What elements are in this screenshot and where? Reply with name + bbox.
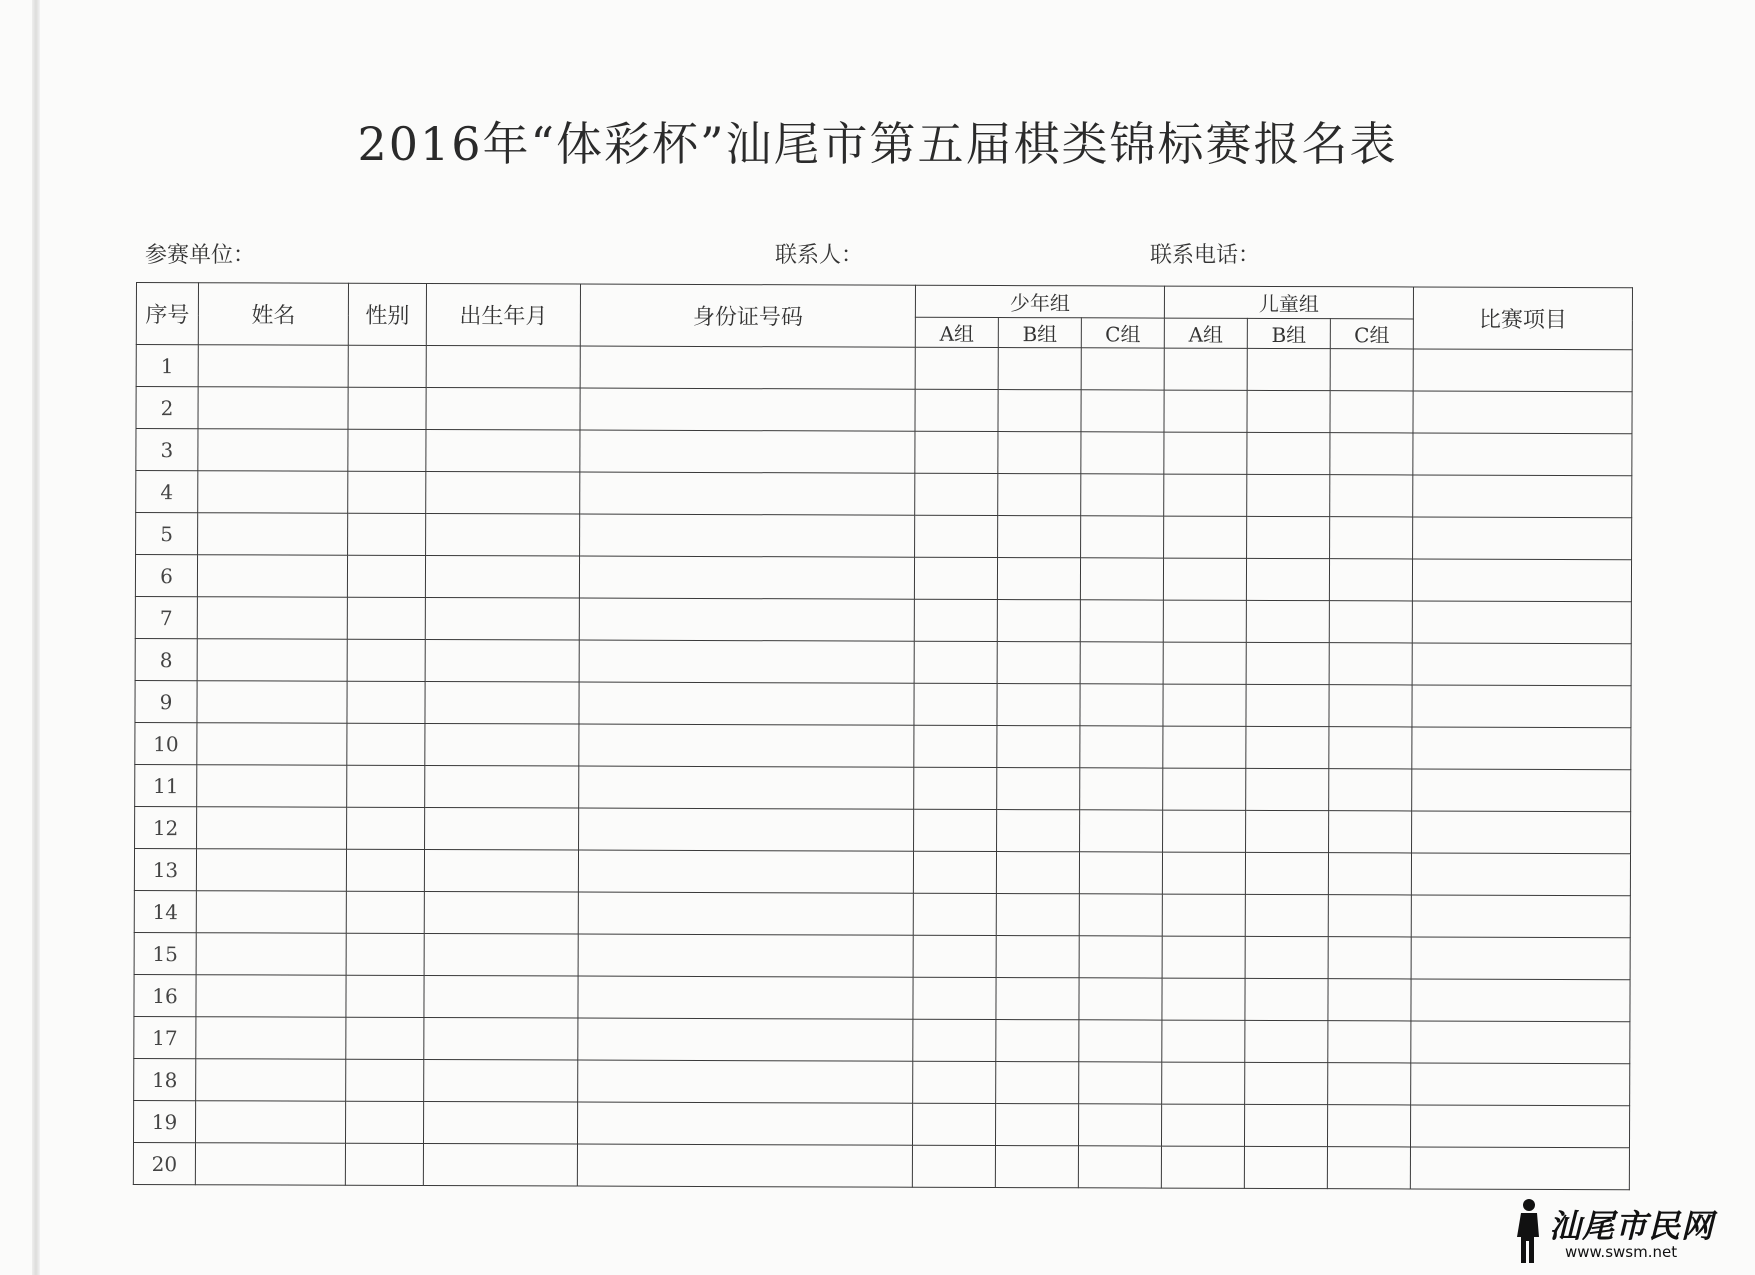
row-number: 7 (135, 596, 197, 638)
blank-entry-cell[interactable] (912, 1103, 995, 1145)
blank-entry-cell[interactable] (196, 1059, 346, 1102)
row-number: 9 (135, 680, 197, 722)
header-index: 序号 (136, 283, 198, 345)
blank-entry-cell[interactable] (1330, 475, 1413, 517)
blank-entry-cell[interactable] (196, 891, 346, 934)
blank-entry-cell[interactable] (347, 555, 425, 597)
row-number: 14 (134, 890, 196, 932)
blank-entry-cell[interactable] (1245, 852, 1328, 894)
row-number: 13 (134, 848, 196, 890)
blank-entry-cell[interactable] (996, 894, 1079, 936)
blank-entry-cell[interactable] (1246, 642, 1329, 684)
blank-entry-cell[interactable] (347, 723, 425, 765)
blank-entry-cell[interactable] (915, 431, 998, 473)
blank-entry-cell[interactable] (579, 682, 914, 725)
blank-entry-cell[interactable] (1328, 895, 1411, 937)
blank-entry-cell[interactable] (1081, 516, 1164, 558)
blank-entry-cell[interactable] (346, 1017, 424, 1059)
blank-entry-cell[interactable] (1327, 1147, 1410, 1189)
blank-entry-cell[interactable] (913, 977, 996, 1019)
blank-entry-cell[interactable] (998, 348, 1081, 390)
blank-entry-cell[interactable] (1163, 768, 1246, 810)
blank-entry-cell[interactable] (914, 767, 997, 809)
blank-entry-cell[interactable] (1080, 726, 1163, 768)
blank-entry-cell[interactable] (1163, 810, 1246, 852)
blank-entry-cell[interactable] (1080, 558, 1163, 600)
blank-entry-cell[interactable] (914, 809, 997, 851)
blank-entry-cell[interactable] (1330, 517, 1413, 559)
blank-entry-cell[interactable] (1411, 1063, 1630, 1106)
blank-entry-cell[interactable] (346, 933, 424, 975)
blank-entry-cell[interactable] (347, 639, 425, 681)
blank-entry-cell[interactable] (1163, 642, 1246, 684)
blank-entry-cell[interactable] (1413, 517, 1632, 560)
document-title: 2016年“体彩杯”汕尾市第五届棋类锦标赛报名表 (357, 117, 1398, 171)
blank-entry-cell[interactable] (1413, 433, 1632, 476)
blank-entry-cell[interactable] (1163, 600, 1246, 642)
blank-entry-cell[interactable] (197, 639, 347, 682)
blank-entry-cell[interactable] (346, 891, 424, 933)
blank-entry-cell[interactable] (198, 513, 348, 556)
blank-entry-cell[interactable] (1080, 768, 1163, 810)
blank-entry-cell[interactable] (1164, 474, 1247, 516)
row-number: 10 (135, 722, 197, 764)
blank-entry-cell[interactable] (1079, 1020, 1162, 1062)
blank-entry-cell[interactable] (423, 1144, 577, 1187)
blank-entry-cell[interactable] (1161, 1146, 1244, 1188)
person-silhouette-icon (1507, 1197, 1547, 1265)
table-row (134, 848, 1630, 895)
blank-entry-cell[interactable] (1245, 1104, 1328, 1146)
blank-entry-cell[interactable] (1162, 978, 1245, 1020)
blank-entry-cell[interactable] (1411, 1021, 1630, 1064)
blank-entry-cell[interactable] (423, 1102, 577, 1145)
blank-entry-cell[interactable] (915, 389, 998, 431)
blank-entry-cell[interactable] (424, 1018, 578, 1061)
blank-entry-cell[interactable] (1245, 1062, 1328, 1104)
blank-entry-cell[interactable] (915, 347, 998, 389)
blank-entry-cell[interactable] (914, 599, 997, 641)
blank-entry-cell[interactable] (196, 1017, 346, 1060)
subheader-group-cell: A组 (1164, 318, 1247, 348)
blank-entry-cell[interactable] (198, 345, 348, 388)
table-row (136, 429, 1632, 476)
blank-entry-cell[interactable] (1411, 937, 1630, 980)
blank-entry-cell[interactable] (426, 388, 580, 431)
blank-entry-cell[interactable] (1329, 727, 1412, 769)
blank-entry-cell[interactable] (425, 640, 579, 683)
table-row (134, 974, 1630, 1021)
subheader-group-cell: C组 (1081, 318, 1164, 348)
blank-entry-cell[interactable] (1330, 391, 1413, 433)
blank-entry-cell[interactable] (348, 513, 426, 555)
blank-entry-cell[interactable] (195, 1143, 345, 1186)
blank-entry-cell[interactable] (1080, 684, 1163, 726)
blank-entry-cell[interactable] (347, 765, 425, 807)
header-child-group: 儿童组 (1164, 286, 1413, 319)
blank-entry-cell[interactable] (1080, 810, 1163, 852)
blank-entry-cell[interactable] (996, 1062, 1079, 1104)
blank-entry-cell[interactable] (1247, 474, 1330, 516)
blank-entry-cell[interactable] (1079, 894, 1162, 936)
row-number: 11 (135, 764, 197, 806)
blank-entry-cell[interactable] (997, 600, 1080, 642)
blank-entry-cell[interactable] (580, 346, 915, 389)
table-row (136, 471, 1632, 518)
row-number: 17 (134, 1016, 196, 1058)
blank-entry-cell[interactable] (425, 724, 579, 767)
blank-entry-cell[interactable] (1080, 642, 1163, 684)
blank-entry-cell[interactable] (347, 681, 425, 723)
blank-entry-cell[interactable] (579, 640, 914, 683)
blank-entry-cell[interactable] (1412, 601, 1631, 644)
blank-entry-cell[interactable] (579, 808, 914, 851)
blank-entry-cell[interactable] (197, 555, 347, 598)
blank-entry-cell[interactable] (346, 975, 424, 1017)
blank-entry-cell[interactable] (580, 388, 915, 431)
row-number: 20 (133, 1142, 195, 1184)
blank-entry-cell[interactable] (424, 1060, 578, 1103)
blank-entry-cell[interactable] (914, 683, 997, 725)
blank-entry-cell[interactable] (1163, 726, 1246, 768)
row-number: 8 (135, 638, 197, 680)
blank-entry-cell[interactable] (1411, 895, 1630, 938)
blank-entry-cell[interactable] (1081, 432, 1164, 474)
blank-entry-cell[interactable] (1412, 811, 1631, 854)
blank-entry-cell[interactable] (424, 850, 578, 893)
blank-entry-cell[interactable] (1329, 601, 1412, 643)
blank-entry-cell[interactable] (578, 1060, 913, 1103)
blank-entry-cell[interactable] (580, 472, 915, 515)
table-row (135, 555, 1631, 602)
blank-entry-cell[interactable] (998, 390, 1081, 432)
blank-entry-cell[interactable] (579, 556, 914, 599)
blank-entry-cell[interactable] (1164, 348, 1247, 390)
site-watermark (1507, 1197, 1747, 1265)
blank-entry-cell[interactable] (1413, 391, 1632, 434)
blank-entry-cell[interactable] (198, 387, 348, 430)
row-number: 15 (134, 932, 196, 974)
blank-entry-cell[interactable] (912, 1145, 995, 1187)
blank-entry-cell[interactable] (579, 766, 914, 809)
blank-entry-cell[interactable] (1330, 433, 1413, 475)
blank-entry-cell[interactable] (1246, 768, 1329, 810)
blank-entry-cell[interactable] (1164, 390, 1247, 432)
blank-entry-cell[interactable] (196, 933, 346, 976)
table-row (133, 1100, 1629, 1147)
blank-entry-cell[interactable] (1411, 1105, 1630, 1148)
table-row (133, 1142, 1629, 1189)
blank-entry-cell[interactable] (996, 978, 1079, 1020)
blank-entry-cell[interactable] (580, 514, 915, 557)
row-number: 5 (136, 513, 198, 555)
watermark-url: www.swsm.net (1565, 1243, 1678, 1261)
blank-entry-cell[interactable] (196, 975, 346, 1018)
blank-entry-cell[interactable] (1078, 1104, 1161, 1146)
blank-entry-cell[interactable] (197, 765, 347, 808)
blank-entry-cell[interactable] (425, 556, 579, 599)
unit-label: 参赛单位： (145, 243, 256, 268)
blank-entry-cell[interactable] (578, 934, 913, 977)
table-row (136, 345, 1632, 392)
blank-entry-cell[interactable] (913, 1061, 996, 1103)
phone-label: 联系电话： (1150, 243, 1261, 268)
watermark-text: 汕尾市民网 (1549, 1207, 1715, 1245)
blank-entry-cell[interactable] (997, 642, 1080, 684)
blank-entry-cell[interactable] (578, 976, 913, 1019)
blank-entry-cell[interactable] (1412, 559, 1631, 602)
blank-entry-cell[interactable] (1329, 685, 1412, 727)
blank-entry-cell[interactable] (1329, 643, 1412, 685)
subheader-group-cell: C组 (1330, 319, 1413, 349)
blank-entry-cell[interactable] (1246, 726, 1329, 768)
blank-entry-cell[interactable] (426, 346, 580, 389)
blank-entry-cell[interactable] (914, 557, 997, 599)
scan-edge-shadow (32, 0, 40, 1275)
row-number: 12 (135, 806, 197, 848)
header-event: 比赛项目 (1413, 287, 1632, 350)
row-number: 4 (136, 471, 198, 513)
blank-entry-cell[interactable] (1164, 516, 1247, 558)
blank-entry-cell[interactable] (346, 849, 424, 891)
blank-entry-cell[interactable] (1328, 853, 1411, 895)
blank-entry-cell[interactable] (1329, 769, 1412, 811)
blank-entry-cell[interactable] (995, 1104, 1078, 1146)
blank-entry-cell[interactable] (1410, 1147, 1629, 1190)
blank-entry-cell[interactable] (1081, 348, 1164, 390)
row-number: 18 (134, 1058, 196, 1100)
blank-entry-cell[interactable] (1163, 684, 1246, 726)
table-row (135, 638, 1631, 685)
blank-entry-cell[interactable] (195, 1101, 345, 1144)
blank-entry-cell[interactable] (1244, 1146, 1327, 1188)
blank-entry-cell[interactable] (348, 429, 426, 471)
blank-entry-cell[interactable] (1247, 432, 1330, 474)
blank-entry-cell[interactable] (578, 892, 913, 935)
blank-entry-cell[interactable] (1162, 1062, 1245, 1104)
blank-entry-cell[interactable] (1246, 684, 1329, 726)
blank-entry-cell[interactable] (998, 432, 1081, 474)
header-birth: 出生年月 (426, 284, 580, 347)
blank-entry-cell[interactable] (426, 430, 580, 473)
blank-entry-cell[interactable] (425, 682, 579, 725)
table-row (135, 806, 1631, 853)
blank-entry-cell[interactable] (1162, 894, 1245, 936)
blank-entry-cell[interactable] (1162, 936, 1245, 978)
blank-entry-cell[interactable] (577, 1144, 912, 1187)
blank-entry-cell[interactable] (425, 808, 579, 851)
blank-entry-cell[interactable] (579, 724, 914, 767)
blank-entry-cell[interactable] (1162, 1104, 1245, 1146)
blank-entry-cell[interactable] (1246, 558, 1329, 600)
contact-label: 联系人： (775, 243, 864, 268)
blank-entry-cell[interactable] (196, 849, 346, 892)
blank-entry-cell[interactable] (197, 597, 347, 640)
blank-entry-cell[interactable] (580, 430, 915, 473)
blank-entry-cell[interactable] (913, 893, 996, 935)
table-row (135, 680, 1631, 727)
blank-entry-cell[interactable] (1329, 811, 1412, 853)
blank-entry-cell[interactable] (1164, 432, 1247, 474)
blank-entry-cell[interactable] (913, 1019, 996, 1061)
table-row (134, 1016, 1630, 1063)
blank-entry-cell[interactable] (348, 471, 426, 513)
blank-entry-cell[interactable] (1079, 936, 1162, 978)
row-number: 1 (136, 345, 198, 387)
table-row (135, 764, 1631, 811)
blank-entry-cell[interactable] (1411, 979, 1630, 1022)
blank-entry-cell[interactable] (1246, 810, 1329, 852)
table-row (135, 722, 1631, 769)
blank-entry-cell[interactable] (198, 471, 348, 514)
blank-entry-cell[interactable] (577, 1102, 912, 1145)
blank-entry-cell[interactable] (1328, 1105, 1411, 1147)
blank-entry-cell[interactable] (995, 1146, 1078, 1188)
row-number: 16 (134, 974, 196, 1016)
table-row (134, 932, 1630, 979)
blank-entry-cell[interactable] (1163, 558, 1246, 600)
blank-entry-cell[interactable] (1245, 978, 1328, 1020)
blank-entry-cell[interactable] (425, 766, 579, 809)
table-row (136, 387, 1632, 434)
blank-entry-cell[interactable] (426, 514, 580, 557)
blank-entry-cell[interactable] (1247, 516, 1330, 558)
blank-entry-cell[interactable] (198, 429, 348, 472)
blank-entry-cell[interactable] (424, 892, 578, 935)
blank-entry-cell[interactable] (1245, 894, 1328, 936)
blank-entry-cell[interactable] (997, 726, 1080, 768)
blank-entry-cell[interactable] (348, 345, 426, 387)
blank-entry-cell[interactable] (348, 387, 426, 429)
blank-entry-cell[interactable] (1079, 1062, 1162, 1104)
blank-entry-cell[interactable] (424, 976, 578, 1019)
blank-entry-cell[interactable] (997, 684, 1080, 726)
blank-entry-cell[interactable] (1328, 1063, 1411, 1105)
blank-entry-cell[interactable] (915, 515, 998, 557)
blank-entry-cell[interactable] (996, 1020, 1079, 1062)
blank-entry-cell[interactable] (914, 641, 997, 683)
blank-entry-cell[interactable] (197, 681, 347, 724)
subheader-group-cell: B组 (998, 318, 1081, 348)
blank-entry-cell[interactable] (997, 768, 1080, 810)
blank-entry-cell[interactable] (424, 934, 578, 977)
blank-entry-cell[interactable] (1412, 643, 1631, 686)
table-row (134, 1058, 1630, 1105)
blank-entry-cell[interactable] (425, 598, 579, 641)
blank-entry-cell[interactable] (1329, 559, 1412, 601)
blank-entry-cell[interactable] (1079, 852, 1162, 894)
blank-entry-cell[interactable] (1411, 853, 1630, 896)
blank-entry-cell[interactable] (1412, 685, 1631, 728)
blank-entry-cell[interactable] (1245, 1020, 1328, 1062)
blank-entry-cell[interactable] (1328, 979, 1411, 1021)
blank-entry-cell[interactable] (998, 474, 1081, 516)
row-number: 3 (136, 429, 198, 471)
blank-entry-cell[interactable] (1079, 978, 1162, 1020)
blank-entry-cell[interactable] (345, 1101, 423, 1143)
blank-entry-cell[interactable] (1413, 475, 1632, 518)
blank-entry-cell[interactable] (997, 558, 1080, 600)
registration-table (133, 282, 1633, 1190)
blank-entry-cell[interactable] (345, 1143, 423, 1185)
blank-entry-cell[interactable] (426, 472, 580, 515)
blank-entry-cell[interactable] (1328, 937, 1411, 979)
blank-entry-cell[interactable] (1246, 600, 1329, 642)
blank-entry-cell[interactable] (913, 851, 996, 893)
header-gender: 性别 (348, 283, 426, 345)
blank-entry-cell[interactable] (197, 807, 347, 850)
blank-entry-cell[interactable] (996, 936, 1079, 978)
row-number: 19 (133, 1100, 195, 1142)
table-row (135, 596, 1631, 643)
blank-entry-cell[interactable] (347, 597, 425, 639)
blank-entry-cell[interactable] (1412, 769, 1631, 812)
blank-entry-cell[interactable] (996, 852, 1079, 894)
blank-entry-cell[interactable] (1247, 390, 1330, 432)
blank-entry-cell[interactable] (1081, 390, 1164, 432)
row-number: 2 (136, 387, 198, 429)
blank-entry-cell[interactable] (1078, 1146, 1161, 1188)
subheader-group-cell: B组 (1247, 318, 1330, 348)
table-row (136, 513, 1632, 560)
header-youth-group: 少年组 (915, 285, 1164, 318)
blank-entry-cell[interactable] (197, 723, 347, 766)
subheader-group-cell: A组 (915, 317, 998, 347)
blank-entry-cell[interactable] (1162, 852, 1245, 894)
blank-entry-cell[interactable] (578, 850, 913, 893)
blank-entry-cell[interactable] (998, 516, 1081, 558)
header-name: 姓名 (198, 283, 348, 346)
blank-entry-cell[interactable] (579, 598, 914, 641)
blank-entry-cell[interactable] (1247, 348, 1330, 390)
blank-entry-cell[interactable] (347, 807, 425, 849)
blank-entry-cell[interactable] (997, 810, 1080, 852)
table-row (134, 890, 1630, 937)
header-id-number: 身份证号码 (580, 284, 915, 347)
blank-entry-cell[interactable] (1328, 1021, 1411, 1063)
blank-entry-cell[interactable] (1245, 936, 1328, 978)
blank-entry-cell[interactable] (915, 473, 998, 515)
blank-entry-cell[interactable] (1413, 349, 1632, 392)
blank-entry-cell[interactable] (913, 935, 996, 977)
row-number: 6 (135, 555, 197, 597)
blank-entry-cell[interactable] (578, 1018, 913, 1061)
blank-entry-cell[interactable] (914, 725, 997, 767)
blank-entry-cell[interactable] (1412, 727, 1631, 770)
blank-entry-cell[interactable] (1330, 349, 1413, 391)
blank-entry-cell[interactable] (1080, 600, 1163, 642)
blank-entry-cell[interactable] (346, 1059, 424, 1101)
blank-entry-cell[interactable] (1081, 474, 1164, 516)
blank-entry-cell[interactable] (1162, 1020, 1245, 1062)
